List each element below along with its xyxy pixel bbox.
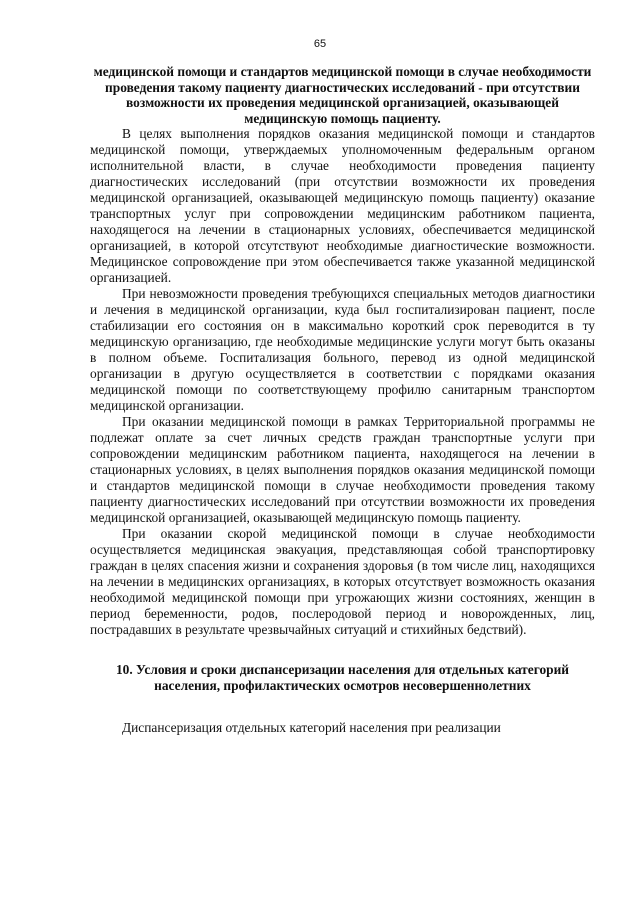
intro-heading: медицинской помощи и стандартов медицинской помощи в случае необходимости проведения такому пациенту диагностических исследований - при отсутствии возможности их проведения медицинской организацией, оказывающей медицинскую помощь пациенту. bbox=[93, 64, 592, 126]
paragraph-hospital-transfer: При невозможности проведения требующихся специальных методов диагностики и лечения в медицинской организации, куда был госпитализирован пациент, после стабилизации его состояния он в максимально короткий срок переводится в ту медицинскую организацию, где необходимые медицинские услуги могут быть оказаны в полном объеме. Госпитализация больного, перевод из одной медицинской организации в другую осуществляется в соответствии с порядками оказания медицинской помощи по соответствующему профилю санитарным транспортом медицинской организации. bbox=[90, 286, 595, 414]
page-content bbox=[90, 64, 595, 736]
page-number: 65 bbox=[313, 38, 327, 50]
paragraph-medical-evacuation: При оказании скорой медицинской помощи в случае необходимости осуществляется медицинская эвакуация, представляющая собой транспортировку граждан в целях спасения жизни и сохранения здоровья (в том числе лиц, находящихся на лечении в медицинских организациях, в которых отсутствует возможность оказания необходимой медицинской помощи при угрожающих жизни состояниях, женщин в период беременности, родов, послеродовой период и новорожденных, лиц, пострадавших в результате чрезвычайных ситуаций и стихийных бедствий). bbox=[90, 526, 595, 638]
paragraph-transport-services: В целях выполнения порядков оказания медицинской помощи и стандартов медицинской помощи, утверждаемых уполномоченным федеральным органом исполнительной власти, в случае необходимости проведения пациенту диагностических исследований (при отсутствии возможности их проведения медицинской организацией, оказывающей медицинскую помощь пациенту) оказание транспортных услуг при сопровождении медицинским работником пациента, находящегося на лечении в стационарных условиях, обеспечивается медицинской организацией, в которой отсутствуют необходимые диагностические возможности. Медицинское сопровождение при этом обеспечивается также указанной медицинской организацией. bbox=[90, 126, 595, 286]
paragraph-free-transport: При оказании медицинской помощи в рамках Территориальной программы не подлежат оплате за счет личных средств граждан транспортные услуги при сопровождении медицинским работником пациента, находящегося на лечении в стационарных условиях, в целях выполнения порядков оказания медицинской помощи и стандартов медицинской помощи в случае необходимости проведения такому пациенту диагностических исследований при отсутствии возможности их проведения медицинской организацией, оказывающей медицинскую помощь пациенту. bbox=[90, 414, 595, 526]
section-heading: 10. Условия и сроки диспансеризации населения для отдельных категорий населения, профилактических осмотров несовершеннолетних bbox=[115, 662, 570, 694]
paragraph-dispensarization: Диспансеризация отдельных категорий населения при реализации bbox=[122, 720, 501, 736]
